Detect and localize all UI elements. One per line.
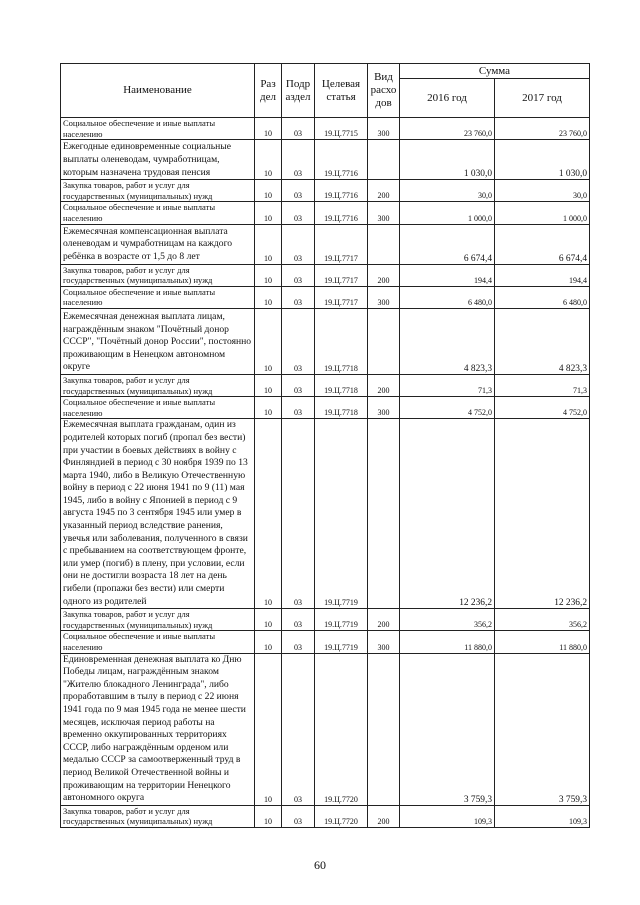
table-body: [61, 118, 590, 828]
row-name: Социальное обеспечение и иные выплаты населению: [61, 202, 255, 224]
row-name: Ежемесячная денежная выплата лицам, награждённым знаком "Почётный донор СССР", "Почётный донор России", постоянно проживающим в Ненецком автономном округе: [61, 308, 255, 374]
row-sum-2016: 109,3: [400, 805, 495, 827]
row-name: Закупка товаров, работ и услуг для государственных (муниципальных) нужд: [61, 180, 255, 202]
row-section: 10: [255, 286, 282, 308]
row-sum-2016: 11 880,0: [400, 631, 495, 653]
row-sum-2017: 11 880,0: [495, 631, 590, 653]
row-sum-2016: 30,0: [400, 180, 495, 202]
row-subsection: 03: [282, 805, 315, 827]
row-target-article: 19.Ц.7719: [315, 419, 368, 609]
row-sum-2016: 3 759,3: [400, 653, 495, 805]
row-name: Ежемесячная компенсационная выплата оленеводам и чумработницам на каждого ребёнка в возрасте от 1,5 до 8 лет: [61, 224, 255, 264]
row-target-article: 19.Ц.7717: [315, 224, 368, 264]
row-subsection: 03: [282, 224, 315, 264]
row-expense-type: 300: [368, 397, 400, 419]
header-year-2016: 2016 год: [400, 79, 495, 118]
row-name: Ежемесячная выплата гражданам, один из родителей которых погиб (пропал без вести) при участии в боевых действиях в войну с Финляндией в период с 30 ноября 1939 по 13 марта 1940, либо в Великую Отечественную войну в период с 22 июня 1941 по 9 (11) мая 1945, либо в войну с Японией в период с 9 августа 1945 по 3 сентября 1945 или умер в указанный период вследствие ранения, увечья или заболевания, полученного в связи с пребыванием на соответствующем фронте, или умер (погиб) в плену, при условии, если они не достигли возраста 18 лет на день гибели (пропажи без вести) или смерти одного из родителей: [61, 419, 255, 609]
row-sum-2016: 1 030,0: [400, 140, 495, 180]
row-target-article: 19.Ц.7720: [315, 653, 368, 805]
budget-table: [60, 63, 590, 828]
row-section: 10: [255, 653, 282, 805]
row-section: 10: [255, 397, 282, 419]
row-subsection: 03: [282, 264, 315, 286]
row-expense-type: 200: [368, 180, 400, 202]
row-expense-type: 300: [368, 286, 400, 308]
row-section: 10: [255, 264, 282, 286]
table-row: [61, 653, 590, 805]
row-expense-type: 200: [368, 264, 400, 286]
row-sum-2017: 4 823,3: [495, 308, 590, 374]
row-subsection: 03: [282, 631, 315, 653]
row-name: Закупка товаров, работ и услуг для государственных (муниципальных) нужд: [61, 609, 255, 631]
row-sum-2017: 109,3: [495, 805, 590, 827]
row-name: Социальное обеспечение и иные выплаты населению: [61, 397, 255, 419]
header-name: Наименование: [61, 64, 255, 118]
row-expense-type: [368, 308, 400, 374]
row-section: 10: [255, 419, 282, 609]
page-number: 60: [314, 858, 326, 872]
row-expense-type: [368, 224, 400, 264]
header-sum: Сумма: [400, 64, 590, 79]
table-row: [61, 374, 590, 396]
table-row: [61, 631, 590, 653]
row-section: 10: [255, 140, 282, 180]
row-target-article: 19.Ц.7718: [315, 374, 368, 396]
row-section: 10: [255, 118, 282, 140]
row-expense-type: [368, 653, 400, 805]
row-target-article: 19.Ц.7717: [315, 286, 368, 308]
row-section: 10: [255, 609, 282, 631]
row-sum-2017: 1 000,0: [495, 202, 590, 224]
table-row: [61, 286, 590, 308]
row-sum-2017: 23 760,0: [495, 118, 590, 140]
row-expense-type: 300: [368, 202, 400, 224]
row-name: Закупка товаров, работ и услуг для государственных (муниципальных) нужд: [61, 805, 255, 827]
row-expense-type: 300: [368, 118, 400, 140]
row-subsection: 03: [282, 140, 315, 180]
row-subsection: 03: [282, 286, 315, 308]
row-target-article: 19.Ц.7716: [315, 180, 368, 202]
row-section: 10: [255, 224, 282, 264]
row-target-article: 19.Ц.7718: [315, 397, 368, 419]
table-row: [61, 264, 590, 286]
row-sum-2017: 356,2: [495, 609, 590, 631]
row-sum-2016: 6 480,0: [400, 286, 495, 308]
row-sum-2017: 30,0: [495, 180, 590, 202]
row-sum-2017: 3 759,3: [495, 653, 590, 805]
table-row: [61, 140, 590, 180]
table-row: [61, 397, 590, 419]
row-subsection: 03: [282, 609, 315, 631]
row-subsection: 03: [282, 419, 315, 609]
row-sum-2016: 23 760,0: [400, 118, 495, 140]
row-sum-2017: 71,3: [495, 374, 590, 396]
table-row: [61, 419, 590, 609]
row-subsection: 03: [282, 653, 315, 805]
row-expense-type: 200: [368, 609, 400, 631]
table-row: [61, 118, 590, 140]
row-subsection: 03: [282, 308, 315, 374]
row-sum-2017: 12 236,2: [495, 419, 590, 609]
row-sum-2016: 4 752,0: [400, 397, 495, 419]
row-target-article: 19.Ц.7716: [315, 140, 368, 180]
row-expense-type: 300: [368, 631, 400, 653]
row-name: Социальное обеспечение и иные выплаты населению: [61, 631, 255, 653]
row-sum-2016: 6 674,4: [400, 224, 495, 264]
row-target-article: 19.Ц.7716: [315, 202, 368, 224]
row-expense-type: [368, 419, 400, 609]
row-target-article: 19.Ц.7720: [315, 805, 368, 827]
row-target-article: 19.Ц.7718: [315, 308, 368, 374]
header-expense-type: Вид расхо дов: [368, 64, 400, 118]
table-row: [61, 224, 590, 264]
row-sum-2016: 1 000,0: [400, 202, 495, 224]
row-subsection: 03: [282, 202, 315, 224]
row-target-article: 19.Ц.7715: [315, 118, 368, 140]
row-section: 10: [255, 308, 282, 374]
table-row: [61, 805, 590, 827]
row-sum-2017: 6 674,4: [495, 224, 590, 264]
header-target-article: Целевая статья: [315, 64, 368, 118]
row-subsection: 03: [282, 397, 315, 419]
table-row: [61, 609, 590, 631]
row-sum-2016: 71,3: [400, 374, 495, 396]
row-subsection: 03: [282, 180, 315, 202]
row-expense-type: 200: [368, 374, 400, 396]
row-sum-2016: 194,4: [400, 264, 495, 286]
row-target-article: 19.Ц.7717: [315, 264, 368, 286]
row-name: Социальное обеспечение и иные выплаты населению: [61, 286, 255, 308]
row-sum-2016: 356,2: [400, 609, 495, 631]
row-sum-2017: 194,4: [495, 264, 590, 286]
row-section: 10: [255, 805, 282, 827]
row-name: Закупка товаров, работ и услуг для государственных (муниципальных) нужд: [61, 264, 255, 286]
row-sum-2017: 1 030,0: [495, 140, 590, 180]
row-expense-type: 200: [368, 805, 400, 827]
row-section: 10: [255, 180, 282, 202]
row-sum-2016: 12 236,2: [400, 419, 495, 609]
header-year-2017: 2017 год: [495, 79, 590, 118]
row-name: Закупка товаров, работ и услуг для государственных (муниципальных) нужд: [61, 374, 255, 396]
row-section: 10: [255, 631, 282, 653]
row-section: 10: [255, 374, 282, 396]
row-sum-2017: 6 480,0: [495, 286, 590, 308]
table-row: [61, 180, 590, 202]
row-sum-2017: 4 752,0: [495, 397, 590, 419]
table-row: [61, 202, 590, 224]
row-subsection: 03: [282, 374, 315, 396]
row-name: Единовременная денежная выплата ко Дню Победы лицам, награждённым знаком "Жителю блокадного Ленинграда", либо проработавшим в тылу в период с 22 июня 1941 года по 9 мая 1945 года не менее шести месяцев, исключая период работы на временно оккупированных территориях СССР, либо награждённым орденом или медалью СССР за самоотверженный труд в период Великой Отечественной войны и проживающим на территории Ненецкого автономного округа: [61, 653, 255, 805]
header-section: Раз дел: [255, 64, 282, 118]
row-target-article: 19.Ц.7719: [315, 631, 368, 653]
header-subsection: Подр аздел: [282, 64, 315, 118]
row-name: Ежегодные единовременные социальные выплаты оленеводам, чумработницам, которым назначена трудовая пенсия: [61, 140, 255, 180]
row-expense-type: [368, 140, 400, 180]
row-subsection: 03: [282, 118, 315, 140]
row-target-article: 19.Ц.7719: [315, 609, 368, 631]
row-section: 10: [255, 202, 282, 224]
table-row: [61, 308, 590, 374]
row-sum-2016: 4 823,3: [400, 308, 495, 374]
row-name: Социальное обеспечение и иные выплаты населению: [61, 118, 255, 140]
